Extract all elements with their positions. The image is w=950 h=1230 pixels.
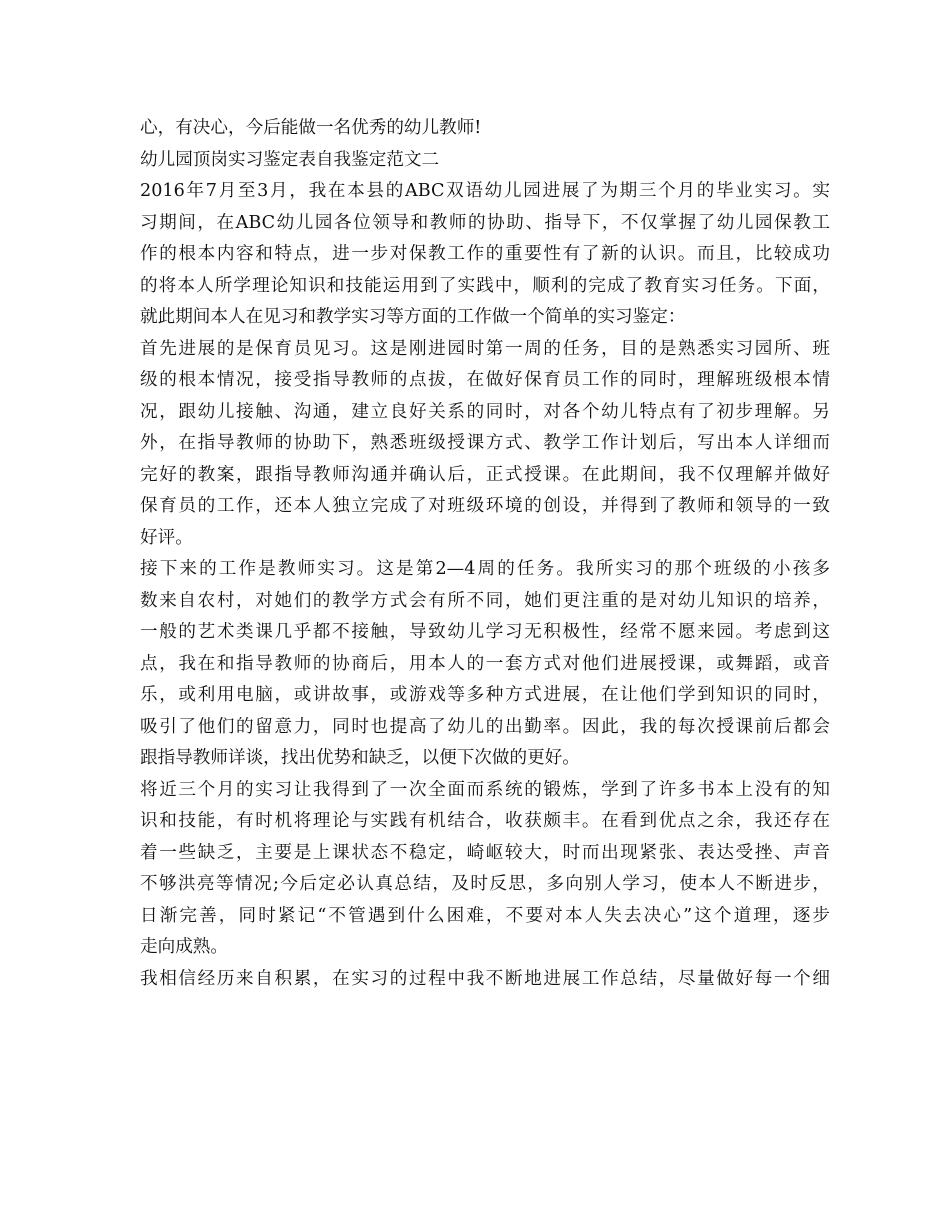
text-line: 识和技能，有时机将理论与实践有机结合，收获颇丰。在看到优点之余，我还存在 [140, 811, 830, 831]
document-page [140, 113, 830, 995]
text-line: 日渐完善，同时紧记“不管遇到什么困难，不要对本人失去决心”这个道理，逐步 [140, 905, 830, 926]
text-line: 乐，或利用电脑，或讲故事，或游戏等多种方式进展，在让他们学到知识的同时， [140, 685, 830, 705]
text-line: 一般的艺术类课几乎都不接触，导致幼儿学习无积极性，经常不愿来园。考虑到这 [140, 622, 830, 642]
text-line: 完好的教案，跟指导教师沟通并确认后，正式授课。在此期间，我不仅理解并做好 [140, 464, 830, 485]
text-line: 2016年7月至3月，我在本县的ABC双语幼儿园进展了为期三个月的毕业实习。实 [140, 181, 830, 201]
text-line: 的将本人所学理论知识和技能运用到了实践中，顺利的完成了教育实习任务。下面， [140, 275, 830, 296]
text-line: 况，跟幼儿接触、沟通，建立良好关系的同时，对各个幼儿特点有了初步理解。另 [140, 401, 830, 422]
text-line: 走向成熟。 [140, 937, 228, 957]
text-line: 级的根本情况，接受指导教师的点拔，在做好保育员工作的同时，理解班级根本情 [140, 370, 830, 390]
text-line: 点，我在和指导教师的协商后，用本人的一套方式对他们进展授课，或舞蹈，或音 [140, 653, 830, 674]
text-line: 保育员的工作，还本人独立完成了对班级环境的创设，并得到了教师和领导的一致 [140, 496, 830, 516]
text-line: 首先进展的是保育员见习。这是刚进园时第一周的任务，目的是熟悉实习园所、班 [140, 338, 830, 359]
text-line: 跟指导教师详谈，找出优势和缺乏，以便下次做的更好。 [140, 748, 580, 768]
text-line: 就此期间本人在见习和教学实习等方面的工作做一个简单的实习鉴定： [140, 307, 686, 327]
text-line: 接下来的工作是教师实习。这是第2—4周的任务。我所实习的那个班级的小孩多 [140, 559, 830, 579]
text-line: 数来自农村，对她们的教学方式会有所不同，她们更注重的是对幼儿知识的培养， [140, 590, 830, 611]
text-line: 将近三个月的实习让我得到了一次全面而系统的锻炼，学到了许多书本上没有的知 [140, 779, 830, 800]
text-line: 我相信经历来自积累，在实习的过程中我不断地进展工作总结，尽量做好每一个细 [140, 968, 830, 989]
text-line: 幼儿园顶岗实习鉴定表自我鉴定范文二 [140, 149, 440, 170]
text-line: 作的根本内容和特点，进一步对保教工作的重要性有了新的认识。而且，比较成功 [140, 244, 830, 264]
text-line: 习期间，在ABC幼儿园各位领导和教师的协助、指导下，不仅掌握了幼儿园保教工 [140, 212, 830, 233]
text-line: 心，有决心，今后能做一名优秀的幼儿教师! [140, 118, 482, 138]
text-line: 外，在指导教师的协助下，熟悉班级授课方式、教学工作计划后，写出本人详细而 [140, 433, 830, 453]
text-line: 好评。 [140, 527, 193, 548]
text-line: 吸引了他们的留意力，同时也提高了幼儿的出勤率。因此，我的每次授课前后都会 [140, 716, 830, 737]
text-line: 不够洪亮等情况;今后定必认真总结，及时反思，多向别人学习，使本人不断进步， [140, 874, 830, 894]
text-line: 着一些缺乏，主要是上课状态不稳定，崎岖较大，时而出现紧张、表达受挫、声音 [140, 842, 830, 863]
